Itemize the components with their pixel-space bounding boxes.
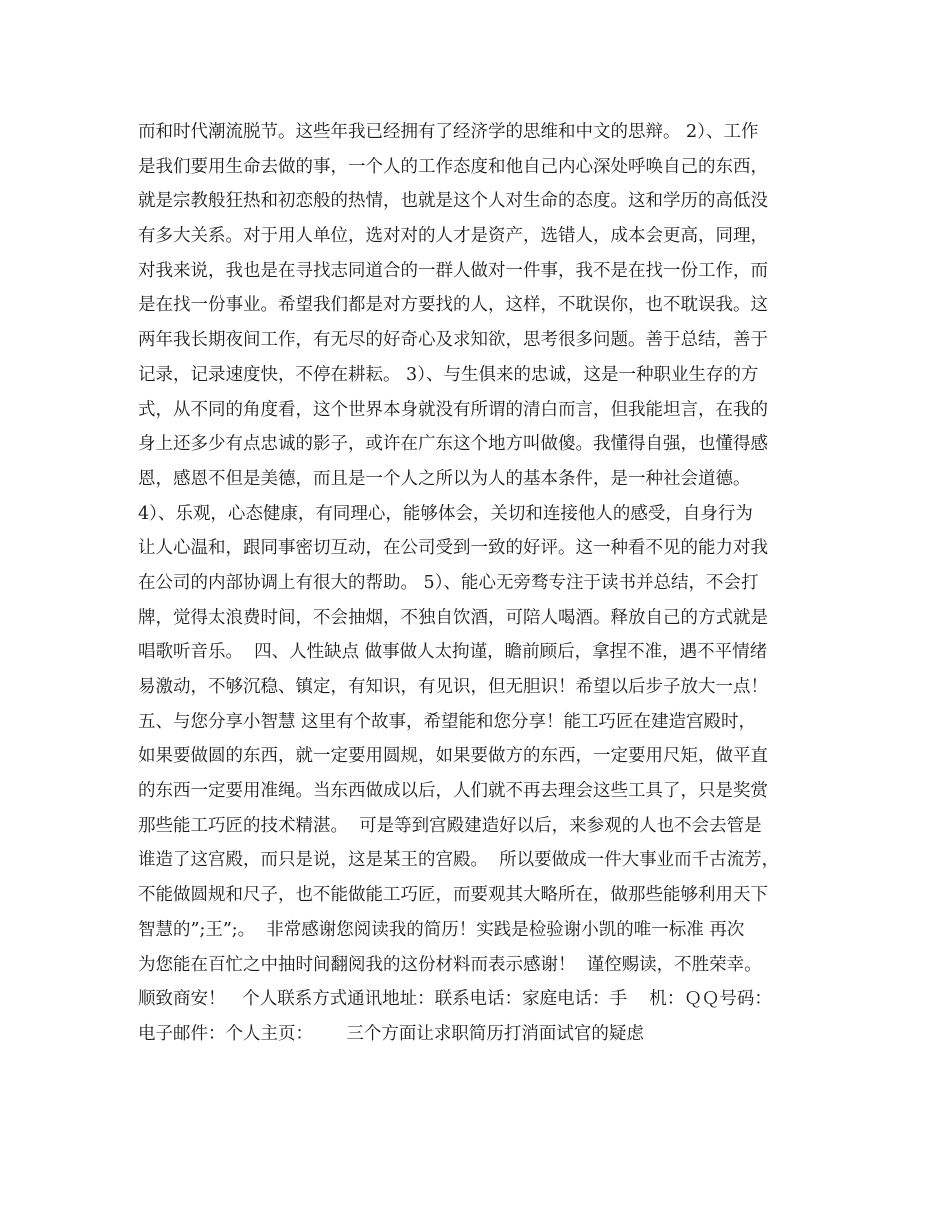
text-line: 记录，记录速度快，不停在耕耘。 3）、与生俱来的忠诚，这是一种职业生存的方 [138,364,759,385]
body-text [138,115,828,1052]
text-line: 唱歌听音乐。 四、人性缺点 做事做人太拘谨，瞻前顾后，拿捏不准，遇不平情绪 [138,642,768,663]
text-line: 对我来说，我也是在寻找志同道合的一群人做对一件事，我不是在找一份工作，而 [138,260,768,281]
text-line: 牌，觉得太浪费时间，不会抽烟，不独自饮酒，可陪人喝酒。释放自己的方式就是 [138,607,768,628]
text-line: 为您能在百忙之中抽时间翻阅我的这份材料而表示感谢！ 谨倥赐读，不胜荣幸。 [138,954,762,975]
text-line: 易激动，不够沉稳、镇定，有知识，有见识，但无胆识！希望以后步子放大一点！ [138,677,768,697]
text-line: 顺致商安！ 个人联系方式通讯地址：联系电话：家庭电话：手 机：ＱＱ号码： [138,989,772,1010]
text-line: 就是宗教般狂热和初恋般的热情，也就是这个人对生命的态度。这和学历的高低没 [138,191,768,212]
text-line: 是我们要用生命去做的事，一个人的工作态度和他自己内心深处呼唤自己的东西， [138,156,768,177]
text-line: 而和时代潮流脱节。这些年我已经拥有了经济学的思维和中文的思辩。 2）、工作 [138,122,759,142]
text-line: 那些能工巧匠的技术精湛。 可是等到宫殿建造好以后，来参观的人也不会去管是 [138,815,762,836]
text-line: 如果要做圆的东西，就一定要用圆规，如果要做方的东西，一定要用尺矩，做平直 [138,746,768,767]
text-line: 在公司的内部协调上有很大的帮助。 5）、能心无旁骛专注于读书并总结，不会打 [138,572,759,593]
text-line: 的东西一定要用准绳。当东西做成以后，人们就不再去理会这些工具了，只是奖赏 [138,781,768,802]
text-line: 式，从不同的角度看，这个世界本身就没有所谓的清白而言，但我能坦言，在我的 [138,399,768,420]
text-line: 智慧的”;王”;。 非常感谢您阅读我的简历！实践是检验谢小凯的唯一标准 再次 [138,919,745,940]
text-line: 恩，感恩不但是美德，而且是一个人之所以为人的基本条件，是一种社会道德。 [138,468,751,489]
text-line: 是在找一份事业。希望我们都是对方要找的人，这样，不耽误你，也不耽误我。这 [138,295,768,316]
text-line: 身上还多少有点忠诚的影子，或许在广东这个地方叫做傻。我懂得自强，也懂得感 [138,434,768,455]
text-line: 4）、乐观，心态健康，有同理心，能够体会，关切和连接他人的感受，自身行为 [138,503,753,524]
text-line: 谁造了这宫殿，而只是说，这是某王的宫殿。 所以要做成一件大事业而千古流芳， [138,850,780,871]
text-line: 让人心温和，跟同事密切互动，在公司受到一致的好评。这一种看不见的能力对我 [138,538,768,559]
text-line: 有多大关系。对于用人单位，选对对的人才是资产，选错人，成本会更高，同理， [138,226,768,247]
text-line: 两年我长期夜间工作，有无尽的好奇心及求知欲，思考很多问题。善于总结，善于 [138,330,768,351]
text-line: 电子邮件：个人主页： 三个方面让求职简历打消面试官的疑虑 [138,1023,644,1044]
text-line: 不能做圆规和尺子，也不能做能工巧匠，而要观其大略所在，做那些能够利用天下 [138,885,768,906]
text-line: 五、与您分享小智慧 这里有个故事，希望能和您分享！能工巧匠在建造宫殿时， [138,711,757,732]
